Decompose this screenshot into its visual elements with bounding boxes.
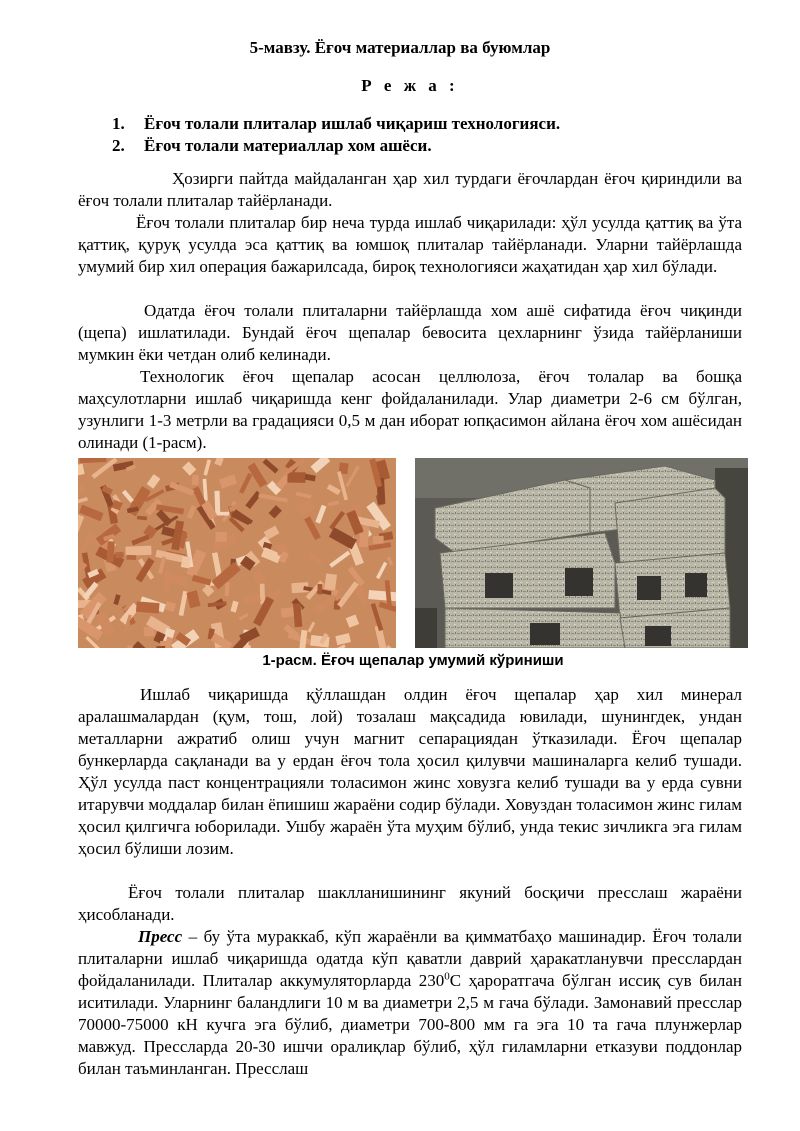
- paragraph-3: [78, 300, 742, 366]
- page-title: 5-мавзу. Ёғоч материаллар ва буюмлар: [249, 38, 551, 57]
- list-item: [112, 135, 560, 157]
- paragraph-2: [78, 212, 742, 278]
- paragraph-6: [78, 882, 742, 926]
- list-item: [112, 113, 560, 135]
- plan-heading: Р е ж а :: [361, 76, 459, 95]
- paragraph-text: С ҳароратгача бўлган иссиқ сув билан иситилади. Уларнинг баландлиги 10 м ва диаметри 2,5 м гача бўлади. Замонавий пресслар 70000-75000 кН кучга эга бўлиб, диаметри 700-800 мм га эга 10 та гача плунжерлар мавжуд. Прессларда 20-30 ишчи оралиқлар бўлиб, ҳўл гиламларни етказуви поддонлар билан таъминланган. Пресслаш: [78, 971, 742, 1078]
- paragraph-text: – бу ўта мураккаб, кўп жараёнли ва қимматбаҳо машинадир. Ёғоч толали плиталарни ишлаб чиқаришда одатда кўп қаватли даврий ҳаракатланувчи пресслардан фойдаланилади. Плиталар аккумуляторларда 230: [78, 927, 742, 990]
- paragraph-1: [78, 168, 742, 212]
- list-item-text: Ёғоч толали материаллар хом ашёси.: [144, 136, 432, 155]
- blocks-image: [415, 458, 748, 648]
- list-item-number: 2.: [112, 136, 125, 155]
- paragraph-7: [78, 926, 742, 1080]
- paragraph-text: Ишлаб чиқаришда қўллашдан олдин ёғоч щепалар ҳар хил минерал аралашмалардан (қум, тош, лой) тозалаш мақсадида ювилади, шунингдек, ундан металларни ажратиб олиш учун магнит сепарациядан ўтказилади. Ёғоч щепалар бункерларда сақланади ва у ердан ёғоч тола ҳосил қилувчи машиналарга келиб тушади. Ҳўл усулда паст концентрацияли толасимон жинс ховузга келиб тушади ва у ерда сувни итарувчи моддалар билан ёпишиш жараёни содир бўлади. Ховуздан толасимон жинс гилам ҳосил қилгичга юборилади. Ушбу жараён ўта муҳим бўлиб, унда текис зичликга эга гилам ҳосил бўлиши лозим.: [78, 685, 742, 858]
- paragraph-text: Технологик ёғоч щепалар асосан целлюлоза, ёғоч толалар ва бошқа маҳсулотларни ишлаб чиқаришда кенг фойдаланилади. Улар диаметри 2-6 см бўлган, узунлиги 1-3 метрли ва градацияси 0,5 м дан иборат юпқасимон айлана ёғоч хом ашёсидан олинади (1-расм).: [78, 367, 742, 452]
- paragraph-text: Ёғоч толали плиталар шаклланишининг якуний босқичи пресслаш жараёни ҳисобланади.: [78, 883, 742, 924]
- list-item-number: 1.: [112, 114, 125, 133]
- wood-chips-image: [78, 458, 396, 648]
- degree-superscript: 0: [444, 970, 450, 983]
- term-press: Пресс: [138, 927, 183, 946]
- wood-chips-photo: [78, 458, 396, 648]
- plan-list: [112, 113, 560, 157]
- figure-caption: 1-расм. Ёғоч щепалар умумий кўриниши: [262, 652, 564, 669]
- list-item-text: Ёғоч толали плиталар ишлаб чиқариш технологияси.: [144, 114, 561, 133]
- paragraph-text: Одатда ёғоч толали плиталарни тайёрлашда хом ашё сифатида ёғоч чиқинди (щепа) ишлатилади. Бундай ёғоч щепалар бевосита цехларнинг ўзида тайёрланиши мумкин ёки четдан олиб келинади.: [78, 301, 742, 364]
- paragraph-text: Ёғоч толали плиталар бир неча турда ишлаб чиқарилади: ҳўл усулда қаттиқ ва ўта қаттиқ, қуруқ усулда эса қаттиқ ва юмшоқ плиталар тайёрланади. Уларни тайёрлашда умумий бир хил операция бажарилсада, бироқ технологияси жаҳатидан ҳар хил бўлади.: [78, 213, 742, 276]
- wood-chip-blocks-photo: [415, 458, 748, 648]
- paragraph-text: Ҳозирги пайтда майдаланган ҳар хил турдаги ёғочлардан ёғоч қириндили ва ёғоч толали плиталар тайёрланади.: [78, 169, 742, 210]
- paragraph-4: [78, 366, 742, 454]
- paragraph-5: [78, 684, 742, 860]
